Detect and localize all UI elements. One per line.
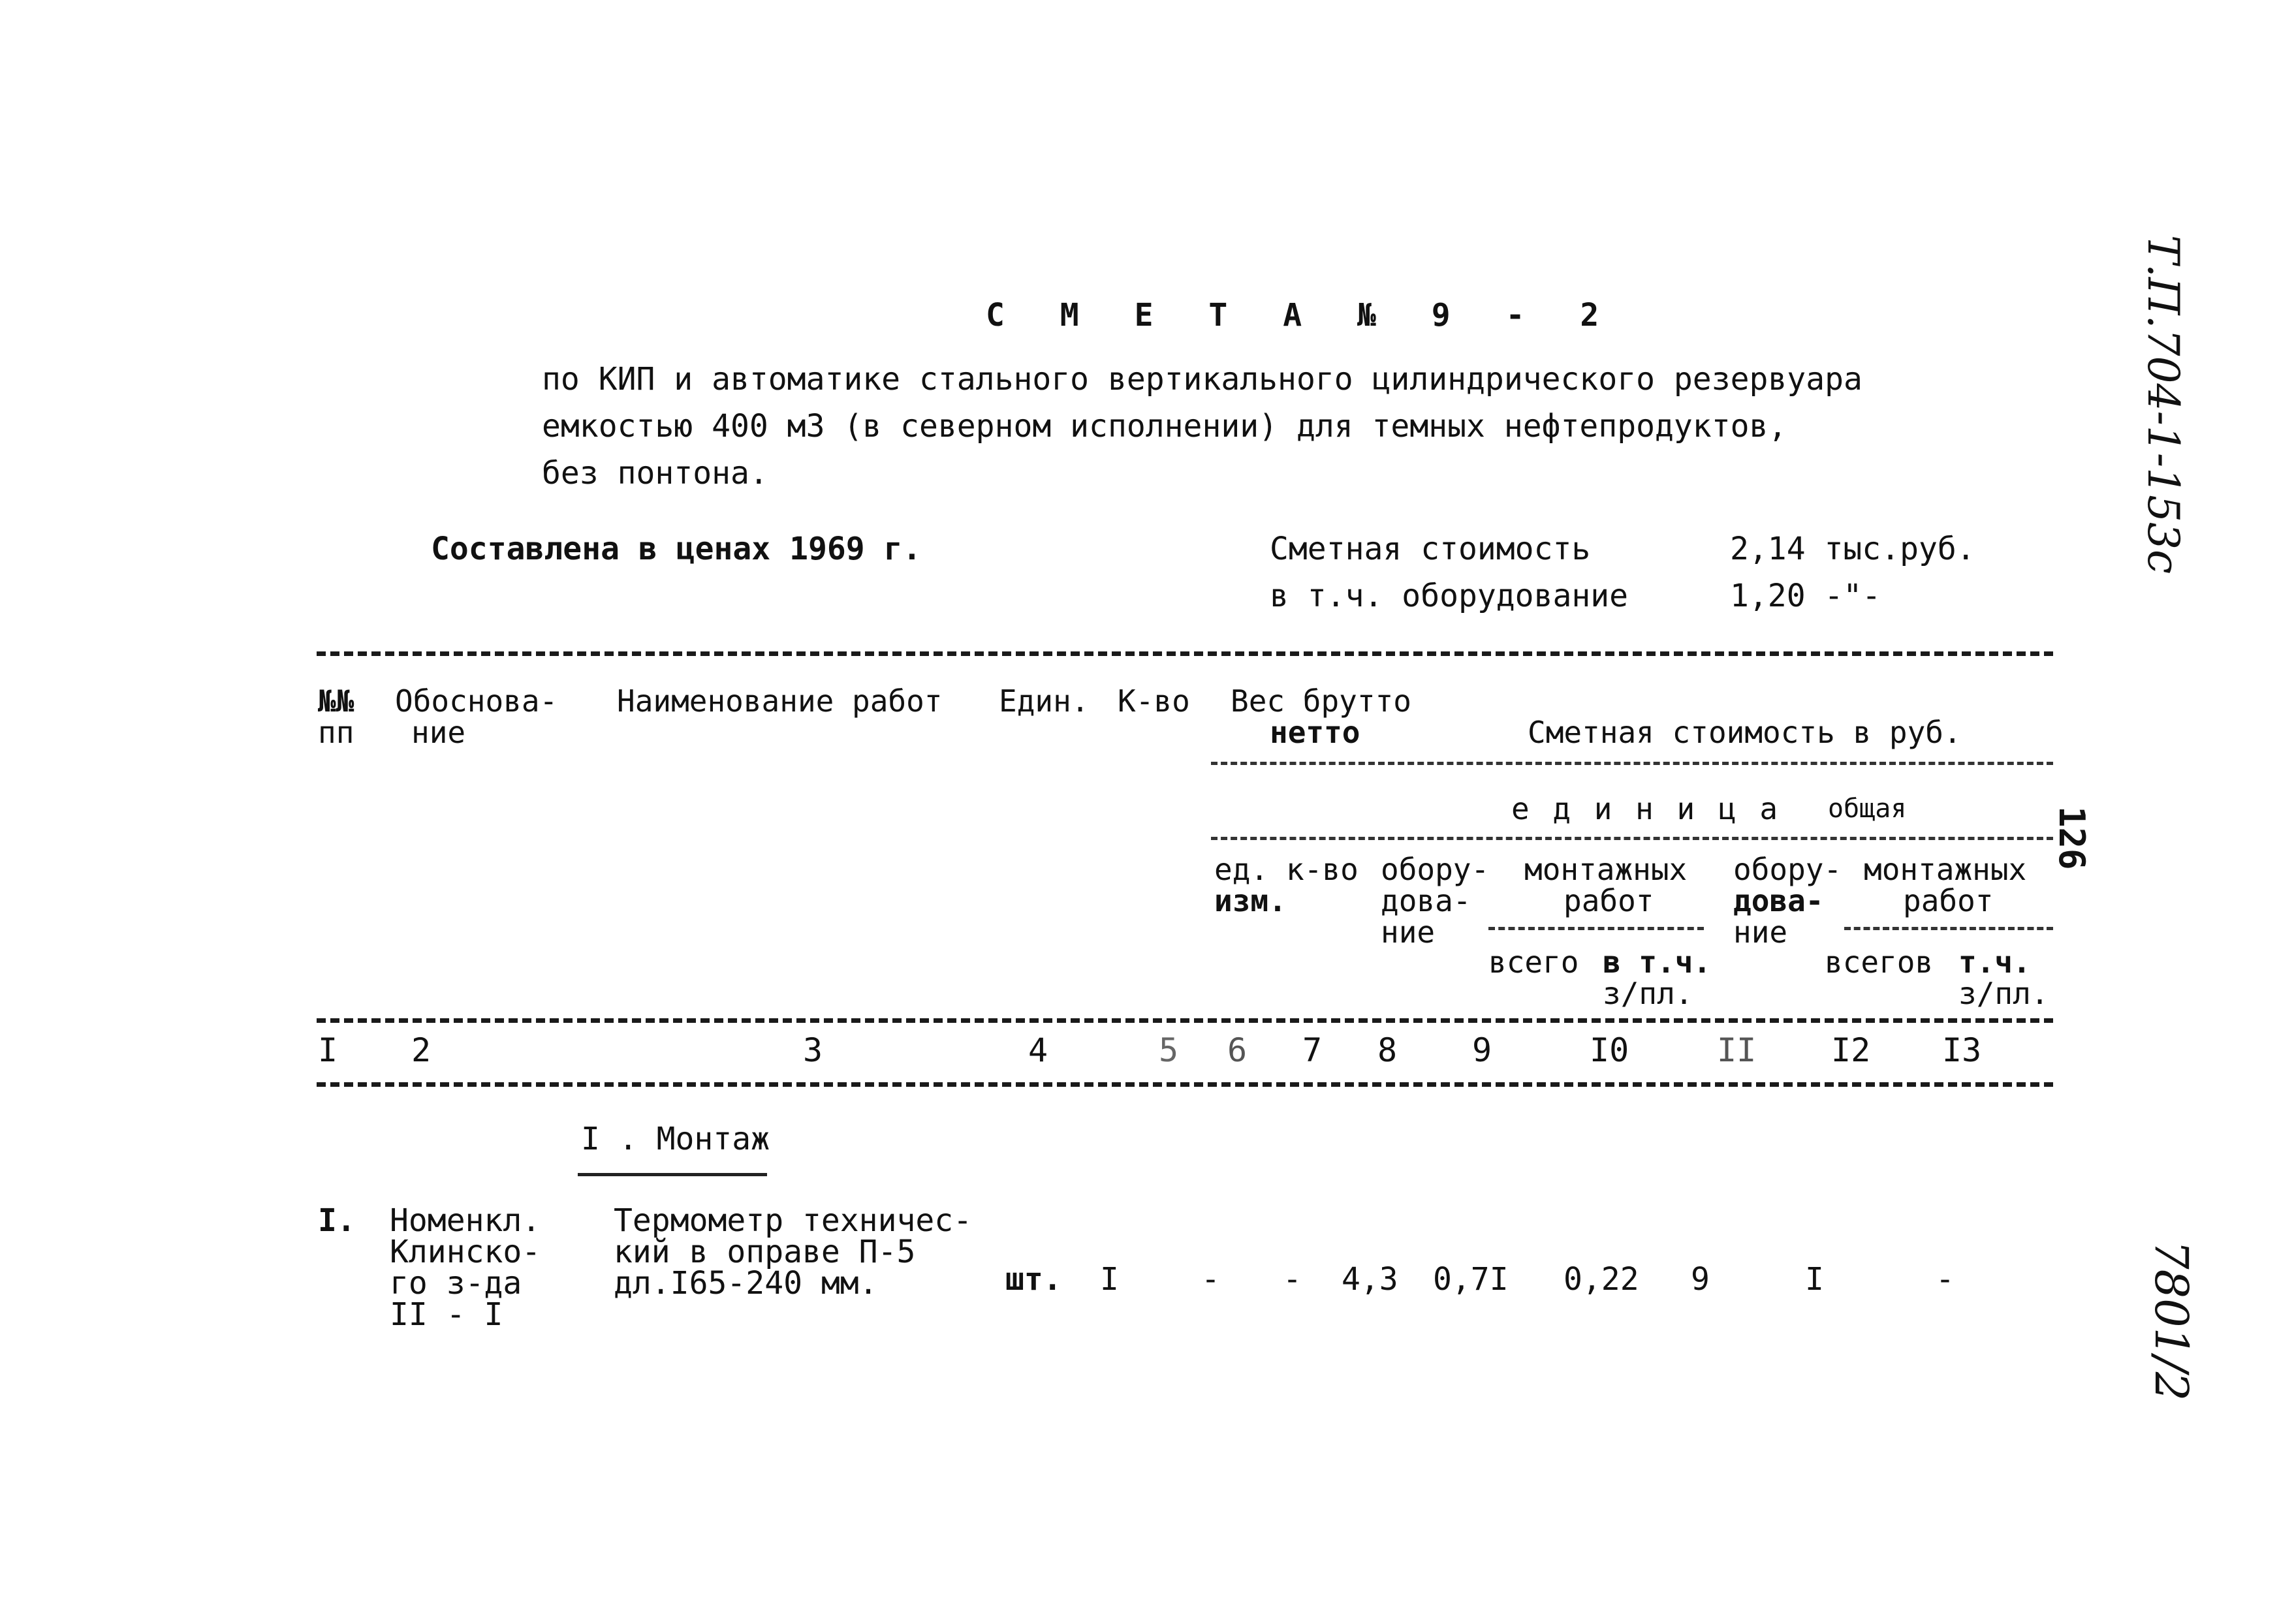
header-incl-b: з/пл. <box>1603 976 1693 1011</box>
header-total-group: общая <box>1828 794 1907 824</box>
header-install2-a: монтажных <box>1864 852 2027 887</box>
cost-value: 2,14 тыс.руб. <box>1730 531 1975 567</box>
colnum-1: I <box>318 1031 338 1069</box>
section-underline <box>578 1173 767 1176</box>
colnum-7: 7 <box>1302 1031 1323 1069</box>
row-1-qty: I <box>1100 1261 1119 1298</box>
header-basis-a: Обоснова- <box>395 683 558 719</box>
subtitle-line-2: емкостью 400 м3 (в северном исполнении) для темных нефтепродуктов, <box>542 408 1787 445</box>
section-heading: I . Монтаж <box>581 1121 770 1157</box>
equipment-label: в т.ч. оборудование <box>1270 578 1629 614</box>
header-incl-a: в т.ч. <box>1603 945 1712 980</box>
row-1-col13: - <box>1936 1261 1955 1298</box>
row-1-col9: 0,7I <box>1433 1261 1509 1298</box>
header-count: к-во <box>1286 852 1359 887</box>
row-1-col11: 9 <box>1691 1261 1710 1298</box>
colnum-13: I3 <box>1942 1031 1982 1069</box>
colnum-12: I2 <box>1831 1031 1871 1069</box>
header-equipment2-b: дова- <box>1733 883 1824 918</box>
header-equipment-a: обору- <box>1381 852 1490 887</box>
header-incl2-b: з/пл. <box>1958 976 2049 1011</box>
row-1-basis-1: Номенкл. <box>390 1202 541 1239</box>
header-total-col: всего <box>1488 945 1579 980</box>
row-1-col7: - <box>1283 1261 1302 1298</box>
colnum-9: 9 <box>1472 1031 1492 1069</box>
colnum-5: 5 <box>1159 1031 1179 1069</box>
subtitle-line-3: без понтона. <box>542 455 768 492</box>
header-unit-group: е д и н и ц а <box>1511 791 1781 826</box>
header-unit-measure-a: ед. <box>1214 852 1269 887</box>
header-equipment2-a: обору- <box>1733 852 1842 887</box>
row-1-basis-3: го з-да <box>390 1265 522 1302</box>
document-title: С М Е Т А № 9 - 2 <box>986 297 1618 334</box>
header-estimate-cost: Сметная стоимость в руб. <box>1528 715 1962 750</box>
colnum-2: 2 <box>411 1031 432 1069</box>
colnum-bottom-rule <box>317 1082 2053 1087</box>
row-1-num: I. <box>318 1202 356 1239</box>
header-unit: Един. <box>999 683 1090 719</box>
row-1-name-3: дл.I65-240 мм. <box>614 1265 878 1302</box>
header-rule-2 <box>1211 837 2053 840</box>
header-work-name: Наименование работ <box>617 683 943 719</box>
compiled-prices: Составлена в ценах 1969 г. <box>431 531 922 567</box>
header-install2-b: работ <box>1903 883 1994 918</box>
margin-sheet-ref: 7801/2 <box>2145 1240 2198 1401</box>
colnum-11: II <box>1717 1031 1757 1069</box>
row-1-col8: 4,3 <box>1342 1261 1398 1298</box>
header-unit-measure-b: изм. <box>1214 883 1287 918</box>
header-total2-col: всегов <box>1825 945 1934 980</box>
equipment-value: 1,20 -"- <box>1730 578 1881 614</box>
row-1-name-2: кий в оправе П-5 <box>614 1234 916 1270</box>
colnum-8: 8 <box>1377 1031 1398 1069</box>
subtitle-line-1: по КИП и автоматике стального вертикального цилиндрического резервуара <box>542 361 1862 398</box>
margin-project-code: Т.П.704-1-153с <box>2138 235 2188 574</box>
row-1-basis-2: Клинско- <box>390 1234 541 1270</box>
row-1-unit: шт. <box>1005 1261 1062 1298</box>
row-1-basis-4: II - I <box>390 1296 503 1333</box>
header-num-b: пп <box>318 715 354 750</box>
header-num-a: №№ <box>318 683 354 719</box>
header-basis-b: ние <box>411 715 466 750</box>
row-1-col6: - <box>1201 1261 1220 1298</box>
header-incl2-a: т.ч. <box>1958 945 2031 980</box>
row-1-col10: 0,22 <box>1563 1261 1639 1298</box>
header-install-b: работ <box>1563 883 1654 918</box>
colnum-top-rule <box>317 1018 2053 1023</box>
colnum-10: I0 <box>1590 1031 1629 1069</box>
header-equipment-b: дова- <box>1381 883 1471 918</box>
row-1-col12: I <box>1805 1261 1824 1298</box>
colnum-6: 6 <box>1227 1031 1248 1069</box>
header-install-a: монтажных <box>1524 852 1688 887</box>
header-equipment-c: ние <box>1381 914 1436 950</box>
row-1-name-1: Термометр техничес- <box>614 1202 973 1239</box>
header-rule-install <box>1488 927 1704 930</box>
table-top-rule <box>317 651 2053 656</box>
colnum-3: 3 <box>803 1031 823 1069</box>
colnum-4: 4 <box>1028 1031 1048 1069</box>
header-rule-1 <box>1211 762 2053 765</box>
header-weight-a: Вес брутто <box>1231 683 1411 719</box>
cost-label: Сметная стоимость <box>1270 531 1591 567</box>
header-weight-b: нетто <box>1270 715 1360 750</box>
page-number: 126 <box>2051 806 2092 870</box>
header-qty: К-во <box>1118 683 1190 719</box>
header-rule-install2 <box>1844 927 2053 930</box>
header-equipment2-c: ние <box>1733 914 1788 950</box>
